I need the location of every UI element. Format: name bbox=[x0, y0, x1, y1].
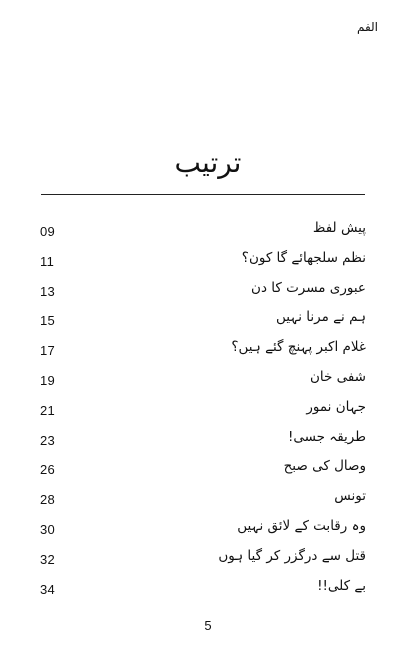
toc-entry-page: 30 bbox=[40, 521, 56, 537]
toc-entry[interactable] bbox=[40, 220, 366, 250]
toc-entry-title: نظم سلجھائے گا کون؟ bbox=[241, 249, 366, 266]
table-of-contents bbox=[40, 220, 366, 607]
toc-entry[interactable] bbox=[40, 280, 366, 310]
toc-entry[interactable] bbox=[40, 250, 366, 280]
title-divider bbox=[41, 194, 365, 195]
toc-entry-title: تونس bbox=[334, 488, 366, 505]
toc-entry[interactable] bbox=[40, 518, 366, 548]
toc-entry-title: وہ رقابت کے لائق نہیں bbox=[237, 517, 366, 534]
toc-entry[interactable] bbox=[40, 548, 366, 578]
toc-entry-page: 23 bbox=[40, 432, 56, 448]
toc-entry-page: 21 bbox=[40, 402, 56, 418]
page-number: 5 bbox=[204, 618, 212, 633]
toc-entry[interactable] bbox=[40, 458, 366, 488]
toc-entry-title: جہان نمور bbox=[306, 398, 366, 415]
toc-entry-page: 32 bbox=[40, 551, 56, 567]
toc-entry-page: 13 bbox=[40, 283, 56, 299]
toc-entry-title: بے کلی!! bbox=[317, 577, 366, 594]
toc-entry-title: عبوری مسرت کا دن bbox=[251, 279, 366, 296]
toc-entry-title: پیش لفظ bbox=[312, 220, 366, 236]
toc-entry-page: 15 bbox=[40, 313, 56, 329]
toc-entry[interactable] bbox=[40, 369, 366, 399]
toc-entry-title: غلام اکبر پہنچ گئے ہیں؟ bbox=[231, 339, 366, 356]
page-title: ترتیب bbox=[174, 146, 242, 179]
toc-entry-page: 34 bbox=[40, 581, 56, 597]
toc-entry-title: شفی خان bbox=[309, 368, 366, 385]
toc-entry-page: 17 bbox=[40, 343, 56, 359]
toc-entry-page: 19 bbox=[40, 372, 56, 388]
toc-entry[interactable] bbox=[40, 488, 366, 518]
toc-entry[interactable] bbox=[40, 429, 366, 459]
toc-entry-title: ہم نے مرنا نہیں bbox=[275, 309, 366, 326]
running-header: الفم bbox=[356, 20, 378, 34]
toc-entry[interactable] bbox=[40, 309, 366, 339]
toc-entry-page: 26 bbox=[40, 462, 56, 478]
toc-entry-page: 09 bbox=[40, 224, 56, 239]
toc-entry-title: وصال کی صبح bbox=[283, 458, 366, 475]
toc-entry-title: طریقہ جسی! bbox=[287, 428, 366, 445]
toc-entry[interactable] bbox=[40, 399, 366, 429]
toc-entry-page: 28 bbox=[40, 492, 56, 508]
toc-entry[interactable] bbox=[40, 339, 366, 369]
toc-entry[interactable] bbox=[40, 578, 366, 608]
toc-entry-page: 11 bbox=[40, 253, 55, 269]
toc-entry-title: قتل سے درگزر کر گیا ہوں bbox=[218, 547, 366, 564]
